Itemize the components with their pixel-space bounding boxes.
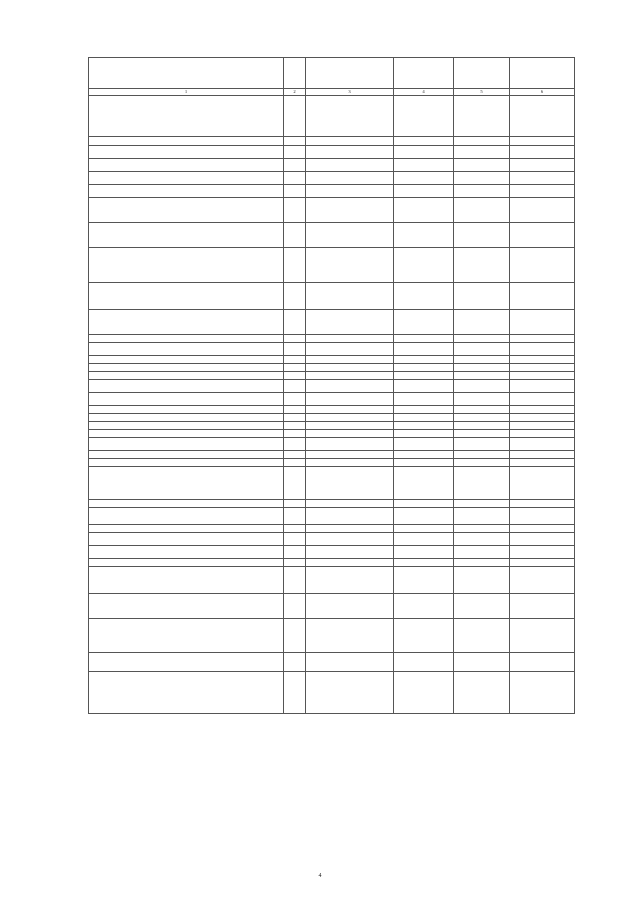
table-cell <box>284 137 306 146</box>
table-cell <box>510 198 575 223</box>
table-cell <box>454 422 510 430</box>
table-cell <box>394 525 454 533</box>
table-cell <box>284 619 306 653</box>
table-cell <box>89 619 284 653</box>
table-cell <box>306 500 394 508</box>
column-index: 3 <box>306 89 394 96</box>
table-cell <box>454 159 510 172</box>
table-cell <box>394 414 454 422</box>
table-cell <box>510 559 575 567</box>
table-cell <box>510 223 575 248</box>
table-cell <box>394 508 454 525</box>
table-cell <box>454 96 510 137</box>
table-cell <box>306 335 394 343</box>
table-row <box>89 96 575 137</box>
column-index: 6 <box>510 89 575 96</box>
table-cell <box>306 672 394 714</box>
table-cell <box>454 380 510 393</box>
table-cell <box>306 283 394 310</box>
table-row <box>89 546 575 559</box>
table-cell <box>394 406 454 414</box>
table-cell <box>306 372 394 380</box>
table-cell <box>394 559 454 567</box>
table-cell <box>284 380 306 393</box>
table-cell <box>394 96 454 137</box>
table-cell <box>510 364 575 372</box>
table-cell <box>306 567 394 594</box>
table-cell <box>454 137 510 146</box>
table-cell <box>306 248 394 283</box>
table-cell <box>284 594 306 619</box>
table-cell <box>89 146 284 159</box>
table-cell <box>454 525 510 533</box>
table-cell <box>394 248 454 283</box>
column-header <box>510 58 575 89</box>
table-cell <box>306 343 394 356</box>
table-cell <box>510 343 575 356</box>
table-cell <box>394 653 454 672</box>
table-cell <box>394 310 454 335</box>
table-cell <box>510 430 575 438</box>
table-cell <box>284 459 306 467</box>
table-cell <box>284 406 306 414</box>
table-cell <box>394 451 454 459</box>
table-cell <box>510 533 575 546</box>
column-index-row <box>89 89 575 96</box>
table-cell <box>306 414 394 422</box>
table-cell <box>454 500 510 508</box>
page-number: 4 <box>318 873 322 879</box>
table-cell <box>89 248 284 283</box>
table-cell <box>284 185 306 198</box>
table-row <box>89 248 575 283</box>
table-cell <box>454 372 510 380</box>
table-cell <box>394 372 454 380</box>
table-cell <box>306 364 394 372</box>
column-header <box>394 58 454 89</box>
table-row <box>89 223 575 248</box>
table-row <box>89 414 575 422</box>
table-cell <box>306 559 394 567</box>
table-cell <box>394 380 454 393</box>
table-cell <box>510 500 575 508</box>
table-row <box>89 619 575 653</box>
table-cell <box>89 96 284 137</box>
table-cell <box>510 248 575 283</box>
table-cell <box>284 310 306 335</box>
table-cell <box>89 283 284 310</box>
table-cell <box>510 406 575 414</box>
table-cell <box>510 594 575 619</box>
table-row <box>89 356 575 364</box>
table-cell <box>284 356 306 364</box>
table-row <box>89 343 575 356</box>
table-cell <box>284 96 306 137</box>
table-cell <box>89 467 284 500</box>
table-header-row <box>89 58 575 89</box>
table-cell <box>284 500 306 508</box>
table-cell <box>284 335 306 343</box>
table-cell <box>394 500 454 508</box>
table-cell <box>284 567 306 594</box>
table-cell <box>454 223 510 248</box>
table-row <box>89 137 575 146</box>
table-row <box>89 533 575 546</box>
table-cell <box>454 567 510 594</box>
table-row <box>89 283 575 310</box>
table-cell <box>284 438 306 451</box>
table-row <box>89 594 575 619</box>
table-cell <box>454 459 510 467</box>
table-cell <box>306 533 394 546</box>
table-cell <box>454 198 510 223</box>
table-row <box>89 525 575 533</box>
table-cell <box>284 172 306 185</box>
table-cell <box>284 422 306 430</box>
table-cell <box>89 372 284 380</box>
table-cell <box>89 198 284 223</box>
table-cell <box>284 393 306 406</box>
table-cell <box>284 198 306 223</box>
table-row <box>89 198 575 223</box>
table-cell <box>89 414 284 422</box>
table-cell <box>454 335 510 343</box>
table-cell <box>454 393 510 406</box>
table-row <box>89 406 575 414</box>
table-cell <box>306 508 394 525</box>
table-cell <box>510 137 575 146</box>
table-cell <box>394 546 454 559</box>
table-cell <box>284 467 306 500</box>
table-cell <box>454 185 510 198</box>
table-row <box>89 380 575 393</box>
table-cell <box>454 467 510 500</box>
column-header <box>306 58 394 89</box>
table-cell <box>394 567 454 594</box>
table-row <box>89 451 575 459</box>
table-row <box>89 364 575 372</box>
table-cell <box>89 137 284 146</box>
table-cell <box>510 459 575 467</box>
table-cell <box>394 533 454 546</box>
table-cell <box>306 406 394 414</box>
table-cell <box>306 356 394 364</box>
table-cell <box>306 380 394 393</box>
table-cell <box>89 594 284 619</box>
table-cell <box>510 356 575 364</box>
table-cell <box>510 185 575 198</box>
table-cell <box>454 248 510 283</box>
table-row <box>89 559 575 567</box>
table-row <box>89 567 575 594</box>
table-cell <box>510 146 575 159</box>
table-cell <box>89 159 284 172</box>
table-cell <box>306 525 394 533</box>
table-cell <box>510 310 575 335</box>
table-cell <box>89 500 284 508</box>
table-cell <box>454 594 510 619</box>
table-cell <box>454 672 510 714</box>
table-cell <box>510 172 575 185</box>
table-cell <box>394 335 454 343</box>
table-cell <box>510 159 575 172</box>
table-cell <box>89 525 284 533</box>
table-cell <box>284 414 306 422</box>
table-cell <box>510 546 575 559</box>
table-cell <box>306 619 394 653</box>
table-cell <box>510 653 575 672</box>
table-cell <box>306 137 394 146</box>
table-cell <box>394 198 454 223</box>
table-cell <box>454 406 510 414</box>
table-cell <box>454 146 510 159</box>
table-row <box>89 310 575 335</box>
table-row <box>89 393 575 406</box>
table-cell <box>306 438 394 451</box>
table-cell <box>306 467 394 500</box>
table-cell <box>394 430 454 438</box>
table-cell <box>454 438 510 451</box>
table-cell <box>284 653 306 672</box>
table-cell <box>510 335 575 343</box>
table-cell <box>454 310 510 335</box>
table-cell <box>284 672 306 714</box>
table-cell <box>454 356 510 364</box>
table-cell <box>394 422 454 430</box>
table-row <box>89 146 575 159</box>
table-row <box>89 185 575 198</box>
table-cell <box>284 508 306 525</box>
table-row <box>89 500 575 508</box>
table-cell <box>394 159 454 172</box>
document-sheet <box>88 57 574 714</box>
revenue-table <box>88 57 575 714</box>
table-cell <box>284 364 306 372</box>
column-index: 2 <box>284 89 306 96</box>
table-cell <box>284 283 306 310</box>
table-cell <box>89 451 284 459</box>
table-cell <box>89 672 284 714</box>
table-cell <box>306 172 394 185</box>
table-cell <box>89 172 284 185</box>
table-cell <box>284 343 306 356</box>
table-cell <box>510 414 575 422</box>
table-row <box>89 335 575 343</box>
table-cell <box>394 467 454 500</box>
table-cell <box>284 146 306 159</box>
table-cell <box>89 356 284 364</box>
table-cell <box>284 159 306 172</box>
table-cell <box>89 335 284 343</box>
table-cell <box>89 393 284 406</box>
table-cell <box>510 525 575 533</box>
table-cell <box>284 533 306 546</box>
table-cell <box>394 356 454 364</box>
table-cell <box>306 185 394 198</box>
table-cell <box>306 451 394 459</box>
table-cell <box>510 467 575 500</box>
table-cell <box>510 380 575 393</box>
table-cell <box>510 283 575 310</box>
table-cell <box>454 619 510 653</box>
table-cell <box>89 310 284 335</box>
table-cell <box>284 559 306 567</box>
table-cell <box>510 567 575 594</box>
table-cell <box>454 546 510 559</box>
table-cell <box>89 567 284 594</box>
table-cell <box>510 672 575 714</box>
table-row <box>89 372 575 380</box>
table-cell <box>510 96 575 137</box>
table-cell <box>306 310 394 335</box>
table-row <box>89 172 575 185</box>
table-cell <box>394 619 454 653</box>
table-cell <box>284 546 306 559</box>
table-row <box>89 438 575 451</box>
table-cell <box>306 459 394 467</box>
table-cell <box>394 343 454 356</box>
column-index: 5 <box>454 89 510 96</box>
table-cell <box>454 430 510 438</box>
table-cell <box>89 653 284 672</box>
column-index: 4 <box>394 89 454 96</box>
table-cell <box>89 185 284 198</box>
table-cell <box>454 414 510 422</box>
table-cell <box>89 422 284 430</box>
table-cell <box>454 343 510 356</box>
table-cell <box>510 422 575 430</box>
table-cell <box>454 172 510 185</box>
table-cell <box>89 380 284 393</box>
table-cell <box>454 508 510 525</box>
table-cell <box>89 533 284 546</box>
table-cell <box>306 198 394 223</box>
table-cell <box>306 422 394 430</box>
table-cell <box>394 459 454 467</box>
table-cell <box>394 364 454 372</box>
table-cell <box>394 146 454 159</box>
table-cell <box>284 451 306 459</box>
table-cell <box>510 438 575 451</box>
table-cell <box>89 343 284 356</box>
table-cell <box>89 508 284 525</box>
table-cell <box>306 594 394 619</box>
table-cell <box>394 594 454 619</box>
table-cell <box>394 185 454 198</box>
table-cell <box>89 406 284 414</box>
table-cell <box>510 508 575 525</box>
table-cell <box>394 223 454 248</box>
table-row <box>89 159 575 172</box>
table-row <box>89 653 575 672</box>
table-cell <box>306 653 394 672</box>
table-cell <box>89 364 284 372</box>
table-cell <box>306 223 394 248</box>
table-cell <box>394 172 454 185</box>
table-cell <box>454 364 510 372</box>
table-cell <box>454 653 510 672</box>
table-cell <box>306 546 394 559</box>
table-cell <box>306 159 394 172</box>
column-header <box>454 58 510 89</box>
table-cell <box>394 672 454 714</box>
table-cell <box>89 430 284 438</box>
table-cell <box>89 438 284 451</box>
table-cell <box>284 525 306 533</box>
table-cell <box>510 451 575 459</box>
table-row <box>89 459 575 467</box>
table-row <box>89 430 575 438</box>
table-cell <box>510 372 575 380</box>
table-cell <box>454 533 510 546</box>
table-row <box>89 672 575 714</box>
table-cell <box>306 146 394 159</box>
column-index: 1 <box>89 89 284 96</box>
table-cell <box>89 223 284 248</box>
table-cell <box>394 393 454 406</box>
column-header <box>89 58 284 89</box>
table-cell <box>284 430 306 438</box>
table-cell <box>454 559 510 567</box>
table-cell <box>454 283 510 310</box>
table-cell <box>510 393 575 406</box>
table-cell <box>284 372 306 380</box>
table-cell <box>306 393 394 406</box>
table-body <box>89 96 575 714</box>
table-cell <box>510 619 575 653</box>
table-cell <box>394 137 454 146</box>
table-cell <box>454 451 510 459</box>
table-cell <box>89 546 284 559</box>
table-cell <box>284 248 306 283</box>
column-header <box>284 58 306 89</box>
table-cell <box>394 438 454 451</box>
table-cell <box>394 283 454 310</box>
table-cell <box>284 223 306 248</box>
table-cell <box>89 459 284 467</box>
table-cell <box>306 430 394 438</box>
table-row <box>89 508 575 525</box>
table-cell <box>89 559 284 567</box>
table-row <box>89 422 575 430</box>
table-cell <box>306 96 394 137</box>
table-row <box>89 467 575 500</box>
